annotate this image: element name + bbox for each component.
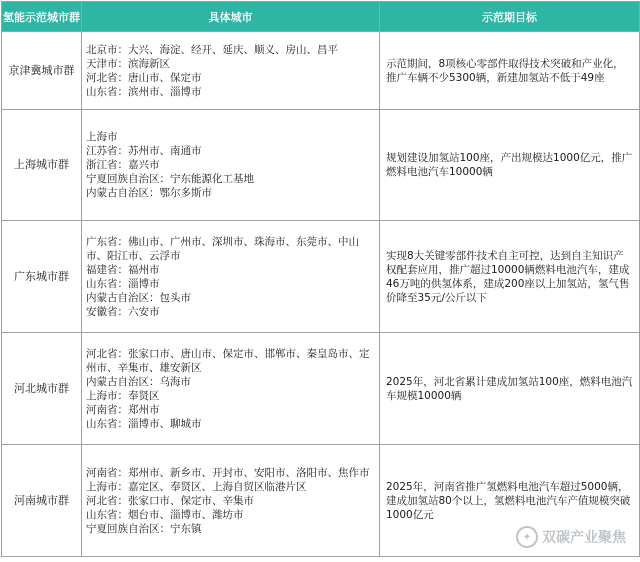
city-line: 北京市：大兴、海淀、经开、延庆、顺义、房山、昌平 bbox=[86, 43, 338, 56]
city-line: 江苏省：苏州市、南通市 bbox=[86, 145, 202, 157]
city-line: 山东省：淄博市、聊城市 bbox=[86, 417, 202, 430]
city-line: 河南省：郑州市、新乡市、开封市、安阳市、洛阳市、焦作市 bbox=[86, 466, 370, 479]
city-line: 河北省：张家口市、唐山市、保定市、邯郸市、秦皇岛市、定州市、辛集市、雄安新区 bbox=[86, 347, 370, 374]
city-line: 宁夏回族自治区：宁东镇 bbox=[86, 522, 202, 535]
watermark-text: 双碳产业聚焦 bbox=[542, 530, 626, 546]
city-line: 安徽省：六安市 bbox=[86, 305, 160, 318]
hydrogen-city-cluster-table bbox=[1, 1, 640, 557]
city-list bbox=[82, 445, 380, 557]
cluster-name: 京津冀城市群 bbox=[2, 32, 82, 110]
city-line: 内蒙古自治区：鄂尔多斯市 bbox=[86, 187, 212, 199]
city-line: 福建省：福州市 bbox=[86, 263, 160, 276]
city-line: 山东省：淄博市 bbox=[86, 277, 160, 290]
city-list bbox=[82, 32, 380, 110]
city-line: 内蒙古自治区：包头市 bbox=[86, 291, 191, 304]
table-row bbox=[2, 333, 640, 445]
city-line: 山东省：烟台市、淄博市、潍坊市 bbox=[86, 508, 244, 521]
header-cluster: 氢能示范城市群 bbox=[2, 2, 82, 32]
goal-text: 2025年，河北省累计建成加氢站100座，燃料电池汽车规模10000辆 bbox=[380, 333, 640, 445]
watermark-logo-icon: ✦ bbox=[516, 526, 538, 548]
goal-text: 规划建设加氢站100座，产出规模达1000亿元，推广燃料电池汽车10000辆 bbox=[380, 110, 640, 221]
goal-text: 2025年，河南省推广氢燃料电池汽车超过5000辆，建成加氢站80个以上，氢燃料电池汽车产值规模突破1000亿元 bbox=[380, 445, 640, 557]
cluster-name: 广东城市群 bbox=[2, 221, 82, 333]
city-line: 内蒙古自治区：乌海市 bbox=[86, 375, 191, 388]
table-header-row bbox=[2, 2, 640, 32]
goal-text: 实现8大关键零部件技术自主可控，达到自主知识产权配套应用，推广超过10000辆燃料电池汽车，建成46万吨的供氢体系，建成200座以上加氢站，氢气售价降至35元/公斤以下 bbox=[380, 221, 640, 333]
city-line: 广东省：佛山市、广州市、深圳市、珠海市、东莞市、中山市、阳江市、云浮市 bbox=[86, 235, 359, 262]
city-list bbox=[82, 110, 380, 221]
city-line: 山东省：滨州市、淄博市 bbox=[86, 85, 202, 98]
goal-text: 示范期间，8项核心零部件取得技术突破和产业化，推广车辆不少5300辆，新建加氢站不低于49座 bbox=[380, 32, 640, 110]
city-line: 上海市：嘉定区、奉贤区、上海自贸区临港片区 bbox=[86, 480, 307, 493]
table-row bbox=[2, 221, 640, 333]
header-goal: 示范期目标 bbox=[380, 2, 640, 32]
city-line: 上海市 bbox=[86, 131, 118, 143]
city-list bbox=[82, 221, 380, 333]
city-line: 河南省：郑州市 bbox=[86, 403, 160, 416]
city-line: 天津市：滨海新区 bbox=[86, 57, 170, 70]
city-line: 上海市：奉贤区 bbox=[86, 389, 160, 402]
city-list bbox=[82, 333, 380, 445]
watermark bbox=[516, 526, 626, 548]
header-cities: 具体城市 bbox=[82, 2, 380, 32]
city-line: 宁夏回族自治区：宁东能源化工基地 bbox=[86, 173, 254, 185]
city-line: 河北省：张家口市、保定市、辛集市 bbox=[86, 494, 254, 507]
cluster-name: 河南城市群 bbox=[2, 445, 82, 557]
city-line: 浙江省：嘉兴市 bbox=[86, 159, 160, 171]
cluster-name: 上海城市群 bbox=[2, 110, 82, 221]
city-line: 河北省：唐山市、保定市 bbox=[86, 71, 202, 84]
table-row bbox=[2, 32, 640, 110]
cluster-name: 河北城市群 bbox=[2, 333, 82, 445]
table-row bbox=[2, 110, 640, 221]
